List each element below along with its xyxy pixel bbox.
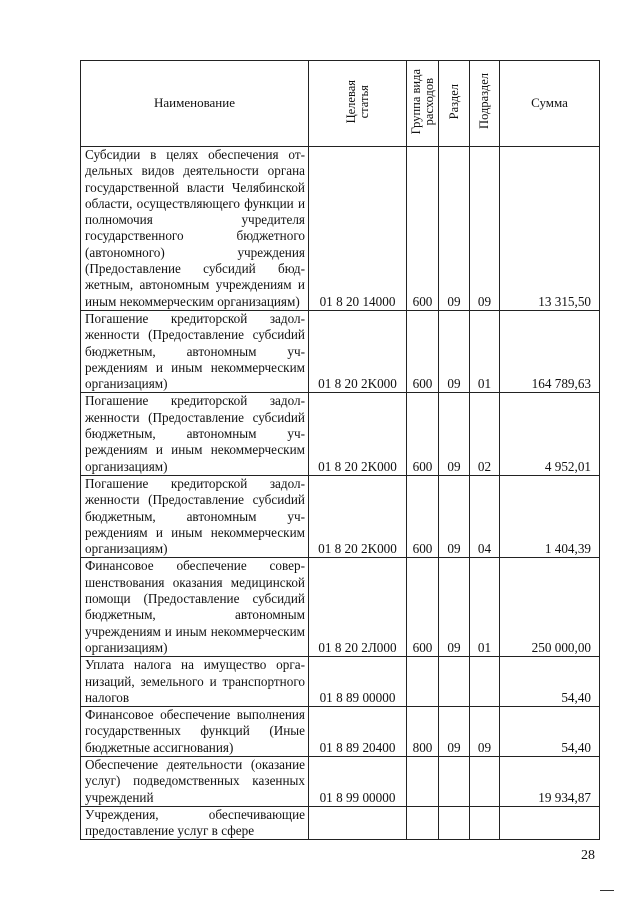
table-row — [81, 756, 600, 806]
row-code: 01 8 89 00000 — [309, 657, 407, 707]
row-section — [439, 657, 470, 707]
row-section: 09 — [439, 393, 470, 475]
row-subsection: 09 — [470, 707, 500, 757]
table-row — [81, 806, 600, 840]
row-code — [309, 806, 407, 840]
header-section — [439, 61, 470, 147]
header-subsection — [470, 61, 500, 147]
row-code: 01 8 20 2K000 — [309, 310, 407, 392]
row-subsection: 02 — [470, 393, 500, 475]
header-name: Наименование — [81, 61, 309, 147]
row-group: 600 — [407, 393, 439, 475]
row-subsection: 09 — [470, 147, 500, 311]
table-body — [81, 147, 600, 840]
page-number: 28 — [581, 848, 595, 863]
row-group — [407, 806, 439, 840]
table-row — [81, 475, 600, 557]
row-sum: 54,40 — [500, 707, 600, 757]
header-group — [407, 61, 439, 147]
row-subsection — [470, 756, 500, 806]
row-code: 01 8 99 00000 — [309, 756, 407, 806]
row-section — [439, 806, 470, 840]
row-group: 600 — [407, 147, 439, 311]
row-sum: 19 934,87 — [500, 756, 600, 806]
row-sum: 250 000,00 — [500, 558, 600, 657]
row-section: 09 — [439, 558, 470, 657]
header-code — [309, 61, 407, 147]
row-sum: 54,40 — [500, 657, 600, 707]
row-subsection — [470, 806, 500, 840]
budget-table — [80, 60, 600, 840]
row-section: 09 — [439, 310, 470, 392]
row-group — [407, 756, 439, 806]
row-code: 01 8 89 20400 — [309, 707, 407, 757]
row-sum: 4 952,01 — [500, 393, 600, 475]
row-group: 600 — [407, 475, 439, 557]
row-section: 09 — [439, 475, 470, 557]
table-row — [81, 310, 600, 392]
row-name: Уплата налога на имущество организаций, земельного и транспортного налогов — [81, 657, 309, 707]
row-name: Субсидии в целях обеспечения отдельных видов деятельности органа государственной власти Челябинской области, осуществляющего функции и полномочия учредителя государственного бюджетного (автономного) учреждения (Предоставление субсидий бюджетным, автономным учреждениям и иным некоммерческим организациям) — [81, 147, 309, 311]
row-name: Финансовое обеспечение совершенствования оказания медицинской помощи (Предоставление субсидий бюджетным, автономным учреждениям и иным некоммерческим организациям) — [81, 558, 309, 657]
table-row — [81, 558, 600, 657]
header-subsection-label: Подраздел — [477, 73, 491, 130]
row-section — [439, 756, 470, 806]
header-code-label: Целевая статья — [343, 79, 371, 124]
header-row — [81, 61, 600, 147]
header-group-label: Группа вида расходов — [408, 68, 436, 135]
row-sum — [500, 806, 600, 840]
row-name: Погашение кредиторской задолженности (Предоставление субсиdий бюджетным, автономным учреждениям и иным некоммерческим организациям) — [81, 393, 309, 475]
table-row — [81, 657, 600, 707]
row-sum: 164 789,63 — [500, 310, 600, 392]
row-code: 01 8 20 2K000 — [309, 475, 407, 557]
table-row — [81, 147, 600, 311]
row-sum: 1 404,39 — [500, 475, 600, 557]
row-section: 09 — [439, 147, 470, 311]
row-subsection — [470, 657, 500, 707]
row-code: 01 8 20 14000 — [309, 147, 407, 311]
header-sum: Сумма — [500, 61, 600, 147]
row-code: 01 8 20 2K000 — [309, 393, 407, 475]
row-name: Финансовое обеспечение выполнения государственных функций (Иные бюджетные ассигнования) — [81, 707, 309, 757]
row-name: Обеспечение деятельности (оказание услуг) подведомственных казенных учреждений — [81, 756, 309, 806]
row-code: 01 8 20 2Л000 — [309, 558, 407, 657]
row-group — [407, 657, 439, 707]
header-section-label: Раздел — [446, 83, 461, 120]
row-group: 600 — [407, 310, 439, 392]
row-name: Погашение кредиторской задолженности (Предоставление субсиdий бюджетным, автономным учреждениям и иным некоммерческим организациям) — [81, 310, 309, 392]
table-row — [81, 707, 600, 757]
row-name: Погашение кредиторской задолженности (Предоставление субсиdий бюджетным, автономным учреждениям и иным некоммерческим организациям) — [81, 475, 309, 557]
row-section: 09 — [439, 707, 470, 757]
corner-mark — [600, 890, 614, 891]
row-group: 800 — [407, 707, 439, 757]
table-row — [81, 393, 600, 475]
row-group: 600 — [407, 558, 439, 657]
row-subsection: 04 — [470, 475, 500, 557]
row-subsection: 01 — [470, 558, 500, 657]
row-sum: 13 315,50 — [500, 147, 600, 311]
row-name: Учреждения, обеспечивающие предоставление услуг в сфере — [81, 806, 309, 840]
row-subsection: 01 — [470, 310, 500, 392]
